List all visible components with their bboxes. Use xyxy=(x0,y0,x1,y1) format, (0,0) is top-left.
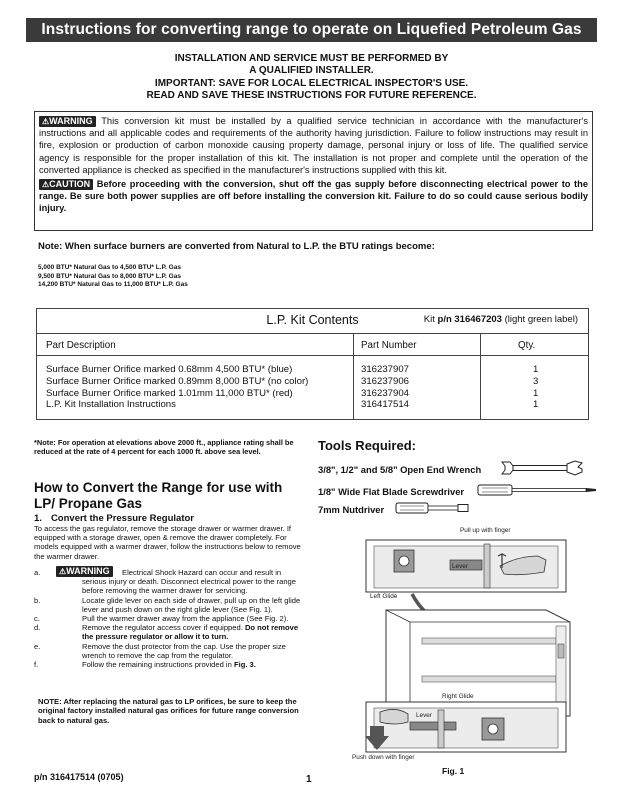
orifice-note: NOTE: After replacing the natural gas to LP orifices, be sure to keep the original factory installed natural gas orifices for future range conversion back to natural gas. xyxy=(38,697,299,725)
kit-contents-table xyxy=(36,308,589,420)
tool-screwdriver: 1/8" Wide Flat Blade Screwdriver xyxy=(318,486,464,497)
footer-part-number: p/n 316417514 (0705) xyxy=(34,772,124,782)
btu-item: 5,000 BTU* Natural Gas to 4,500 BTU* L.P. Gas xyxy=(38,264,181,271)
wrench-icon xyxy=(498,459,584,477)
screwdriver-icon xyxy=(476,483,598,497)
lever-label: Lever xyxy=(416,712,432,719)
warning-text: This conversion kit must be installed by a qualified service technician in accordance with the manufacturer's instructions and all applicable codes and requirements of the authority having jurisdiction. Failure to follow instructions may result in fire, explosion or production of carbon monoxide causing property damage, personal injury or loss of life. The qualified service agency is responsible for the proper installation of this kit. The installation is not proper and complete until the operation of the converted appliance is checked as specified in the manufacturer's instructions supplied with this kit. xyxy=(39,116,588,175)
warmer-drawer-illustration xyxy=(350,526,586,764)
table-cell: 1 xyxy=(533,399,539,411)
table-cell: 1 xyxy=(533,364,539,375)
safety-box xyxy=(34,111,593,231)
list-item: a. ⚠WARNING Electrical Shock Hazard can occur and result in serious injury or death. Disconnect electrical power to the range before removing the warmer drawer for servicing. xyxy=(34,566,297,596)
left-glide-label: Left Glide xyxy=(370,593,398,600)
header-line: A QUALIFIED INSTALLER. xyxy=(249,65,374,77)
alert-triangle-icon: ⚠ xyxy=(59,567,67,576)
table-cell: 316417514 xyxy=(361,399,410,411)
pull-up-label: Pull up with finger xyxy=(460,527,511,534)
section-title: How to Convert the Range for use with LP/ Propane Gas xyxy=(34,480,283,511)
alert-triangle-icon: ⚠ xyxy=(42,117,50,126)
kit-part-number: Kit p/n 316467203 (light green label) xyxy=(423,314,578,325)
elevation-note: *Note: For operation at elevations above 2000 ft., appliance rating shall be reduced at the rate of 4 percent for each 1000 ft. above sea level. xyxy=(34,438,294,457)
divider xyxy=(37,355,588,356)
warning-paragraph xyxy=(39,115,588,176)
install-header xyxy=(26,53,597,102)
figure-1 xyxy=(350,526,586,769)
caution-paragraph xyxy=(39,178,588,215)
qty-column xyxy=(533,364,538,411)
list-item: f. Follow the remaining instructions provided in Fig. 3. xyxy=(34,660,256,670)
title-banner: Instructions for converting range to operate on Liquefied Petroleum Gas xyxy=(26,18,597,42)
header-line: READ AND SAVE THESE INSTRUCTIONS FOR FUTURE REFERENCE. xyxy=(146,89,477,101)
warning-badge: ⚠WARNING xyxy=(39,116,96,127)
part-number-column xyxy=(361,364,409,411)
header-line: IMPORTANT: SAVE FOR LOCAL ELECTRICAL INSPECTOR'S USE. xyxy=(154,77,469,89)
page-number: 1 xyxy=(306,774,312,785)
tool-nutdriver: 7mm Nutdriver xyxy=(318,504,384,515)
table-cell: 316237904 xyxy=(361,387,410,399)
header-line: INSTALLATION AND SERVICE MUST BE PERFORMED BY xyxy=(174,53,449,64)
list-item: c. Pull the warmer drawer away from the appliance (See Fig. 2). xyxy=(34,614,289,624)
divider xyxy=(37,333,588,334)
list-item: e. Remove the dust protector from the cap. Use the proper size wrench to remove the cap from the regulator. xyxy=(34,641,286,660)
push-down-label: Push down with finger xyxy=(352,754,415,761)
alert-triangle-icon: ⚠ xyxy=(42,180,50,190)
step-heading: 1. Convert the Pressure Regulator xyxy=(34,513,195,524)
right-glide-label: Right Glide xyxy=(442,693,474,700)
divider xyxy=(353,333,354,419)
col-header-qty: Qty. xyxy=(518,340,536,351)
divider xyxy=(480,333,481,419)
btu-note: Note: When surface burners are converted from Natural to L.P. the BTU ratings become: xyxy=(38,241,435,252)
btu-list xyxy=(38,264,188,290)
warning-badge: ⚠WARNING xyxy=(56,566,113,577)
btu-item: 14,200 BTU* Natural Gas to 11,000 BTU* L.P. Gas xyxy=(38,281,188,289)
figure-caption: Fig. 1 xyxy=(442,766,465,776)
intro-text: To access the gas regulator, remove the storage drawer or warmer drawer. If equipped with a storage drawer, open & remove the drawer completely. For models equipped with a warmer drawer, follow the instructions below to remove the warmer drawer. xyxy=(34,524,301,561)
table-cell: L.P. Kit Installation Instructions xyxy=(46,399,176,411)
list-item: d. Remove the regulator access cover if equipped. Do not remove the pressure regulator or allow it to turn. xyxy=(34,623,299,642)
col-header-part-number: Part Number xyxy=(361,340,417,351)
tool-wrench: 3/8", 1/2" and 5/8" Open End Wrench xyxy=(318,464,481,475)
btu-item: 9,500 BTU* Natural Gas to 8,000 BTU* L.P. Gas xyxy=(38,272,181,280)
tools-title: Tools Required: xyxy=(318,438,416,453)
table-cell: 316237906 xyxy=(361,375,410,387)
lever-label: Lever xyxy=(452,563,468,570)
table-cell: Surface Burner Orifice marked 0.68mm 4,500 BTU* (blue) xyxy=(46,364,293,375)
caution-text: Before proceeding with the conversion, shut off the gas supply before disconnecting electrical power to the range. Be sure both power supplies are off before installing the conversion kit. Failure to do so could cause serious bodily injury. xyxy=(39,179,589,214)
kit-title: L.P. Kit Contents xyxy=(266,313,359,327)
description-column xyxy=(46,364,308,411)
step-list xyxy=(34,568,304,669)
table-cell: Surface Burner Orifice marked 0.89mm 8,000 BTU* (no color) xyxy=(46,375,309,387)
caution-badge: ⚠CAUTION xyxy=(39,179,93,190)
table-cell: Surface Burner Orifice marked 1.01mm 11,000 BTU* (red) xyxy=(46,387,293,399)
nutdriver-icon xyxy=(394,501,470,515)
table-cell: 316237907 xyxy=(361,364,410,375)
col-header-description: Part Description xyxy=(46,340,116,351)
list-item: b. Locate glide lever on each side of drawer, pull up on the left glide lever and push down on the right glide lever (See Fig. 1). xyxy=(34,595,301,614)
table-cell: 1 xyxy=(533,387,539,399)
table-cell: 3 xyxy=(533,375,539,387)
